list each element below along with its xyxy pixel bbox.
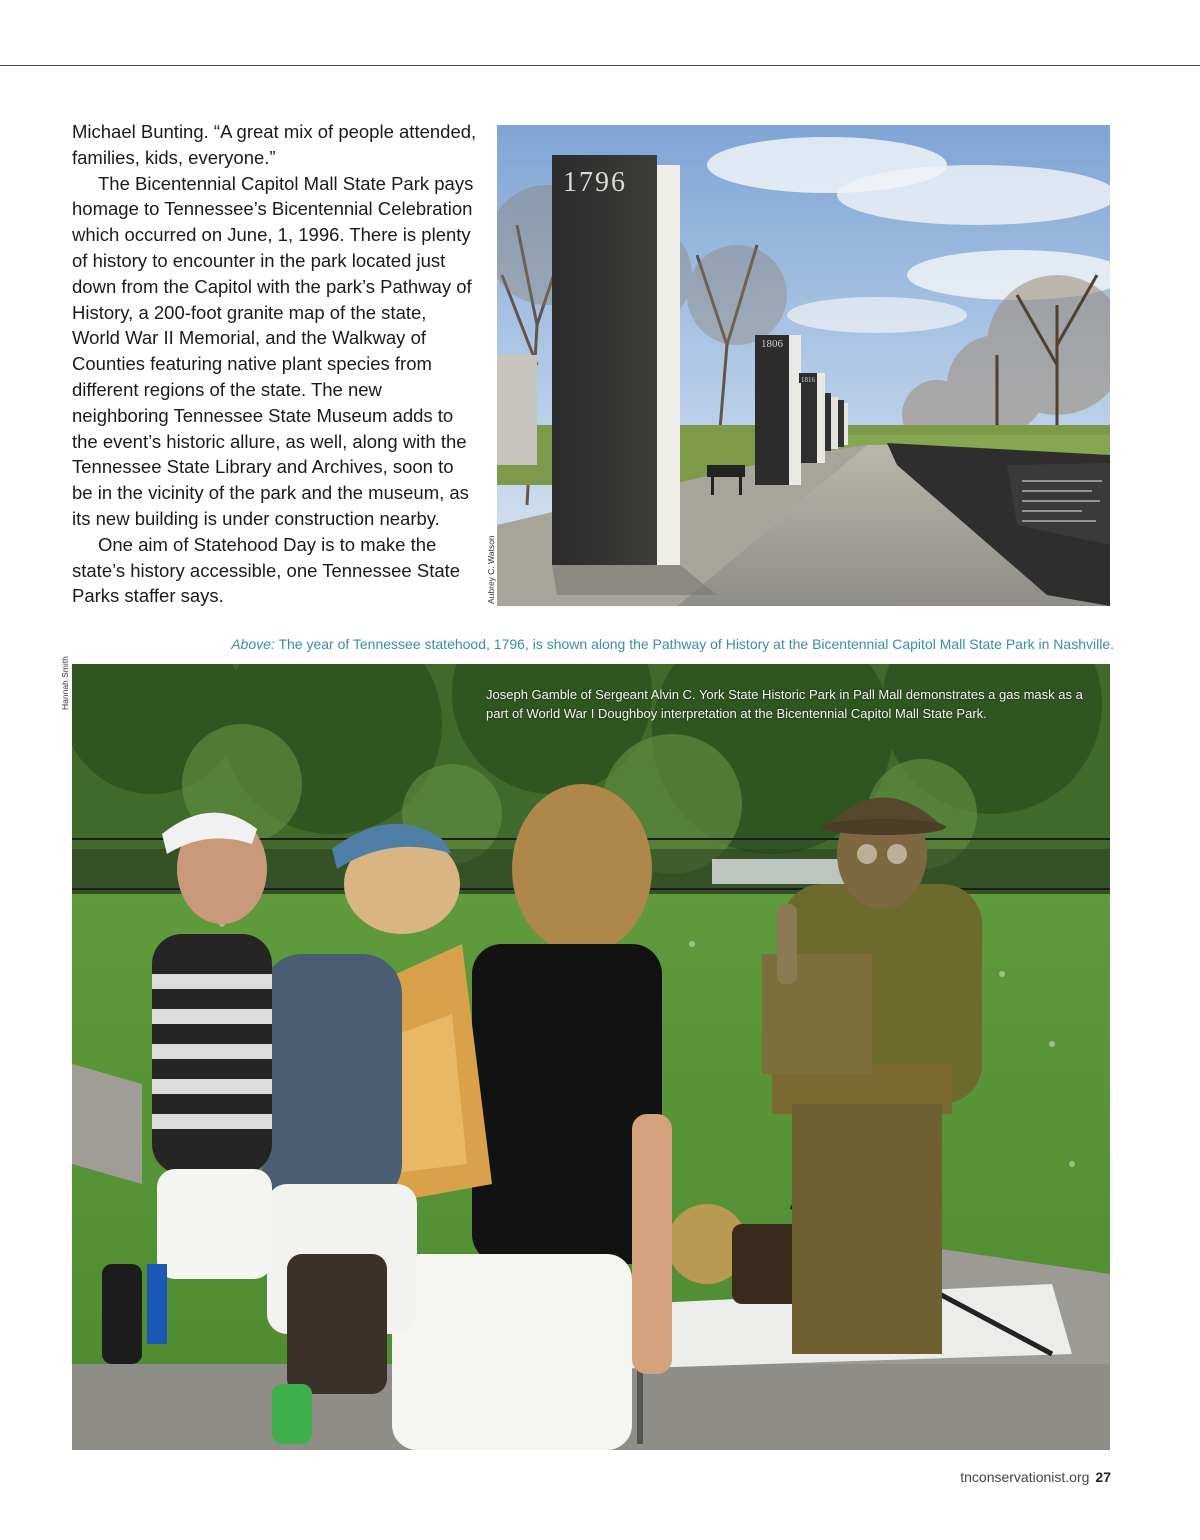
article-body: [72, 119, 477, 609]
photo-credit-top: Aubrey C. Watson: [486, 535, 496, 604]
page-number: 27: [1095, 1469, 1111, 1485]
pathway-of-history-photo: [497, 125, 1110, 606]
reenactor-demonstration-photo: [72, 664, 1110, 1450]
article-paragraph-3: One aim of Statehood Day is to make the state’s history accessible, one Tennessee State Parks staffer says.: [72, 533, 461, 607]
footer-site-url[interactable]: tnconservationist.org: [960, 1469, 1090, 1485]
photo-credit-bottom: Hannah Smith: [60, 656, 70, 710]
photo-caption-top: [150, 636, 1114, 652]
page-footer: [960, 1469, 1111, 1485]
header-rule: [0, 65, 1200, 66]
pillar-1796-label: 1796: [563, 167, 627, 198]
caption-text: The year of Tennessee statehood, 1796, is shown along the Pathway of History at the Bicentennial Capitol Mall State Park in Nashville.: [274, 636, 1114, 652]
pillar-1816-label: 1816: [801, 376, 815, 384]
pillar-1806-label: 1806: [761, 338, 783, 350]
article-paragraph-1: Michael Bunting. “A great mix of people attended, families, kids, everyone.”: [72, 121, 477, 168]
article-paragraph-2: The Bicentennial Capitol Mall State Park pays homage to Tennessee’s Bicentennial Celebration which occurred on June, 1, 1996. There is plenty of history to encounter in the park located just down from the Capitol with the park’s Pathway of History, a 200-foot granite map of the state, World War II Memorial, and the Walkway of Counties featuring native plant species from different regions of the state. The new neighboring Tennessee State Museum adds to the event’s historic allure, as well, along with the Tennessee State Library and Archives, soon to be in the vicinity of the park and the museum, as its new building is under construction nearby.: [72, 172, 474, 529]
caption-lead: Above:: [231, 636, 275, 652]
photo-caption-bottom: Joseph Gamble of Sergeant Alvin C. York State Historic Park in Pall Mall demonstrates a gas mask as a part of World War I Doughboy interpretation at the Bicentennial Capitol Mall State Park.: [486, 687, 1083, 721]
